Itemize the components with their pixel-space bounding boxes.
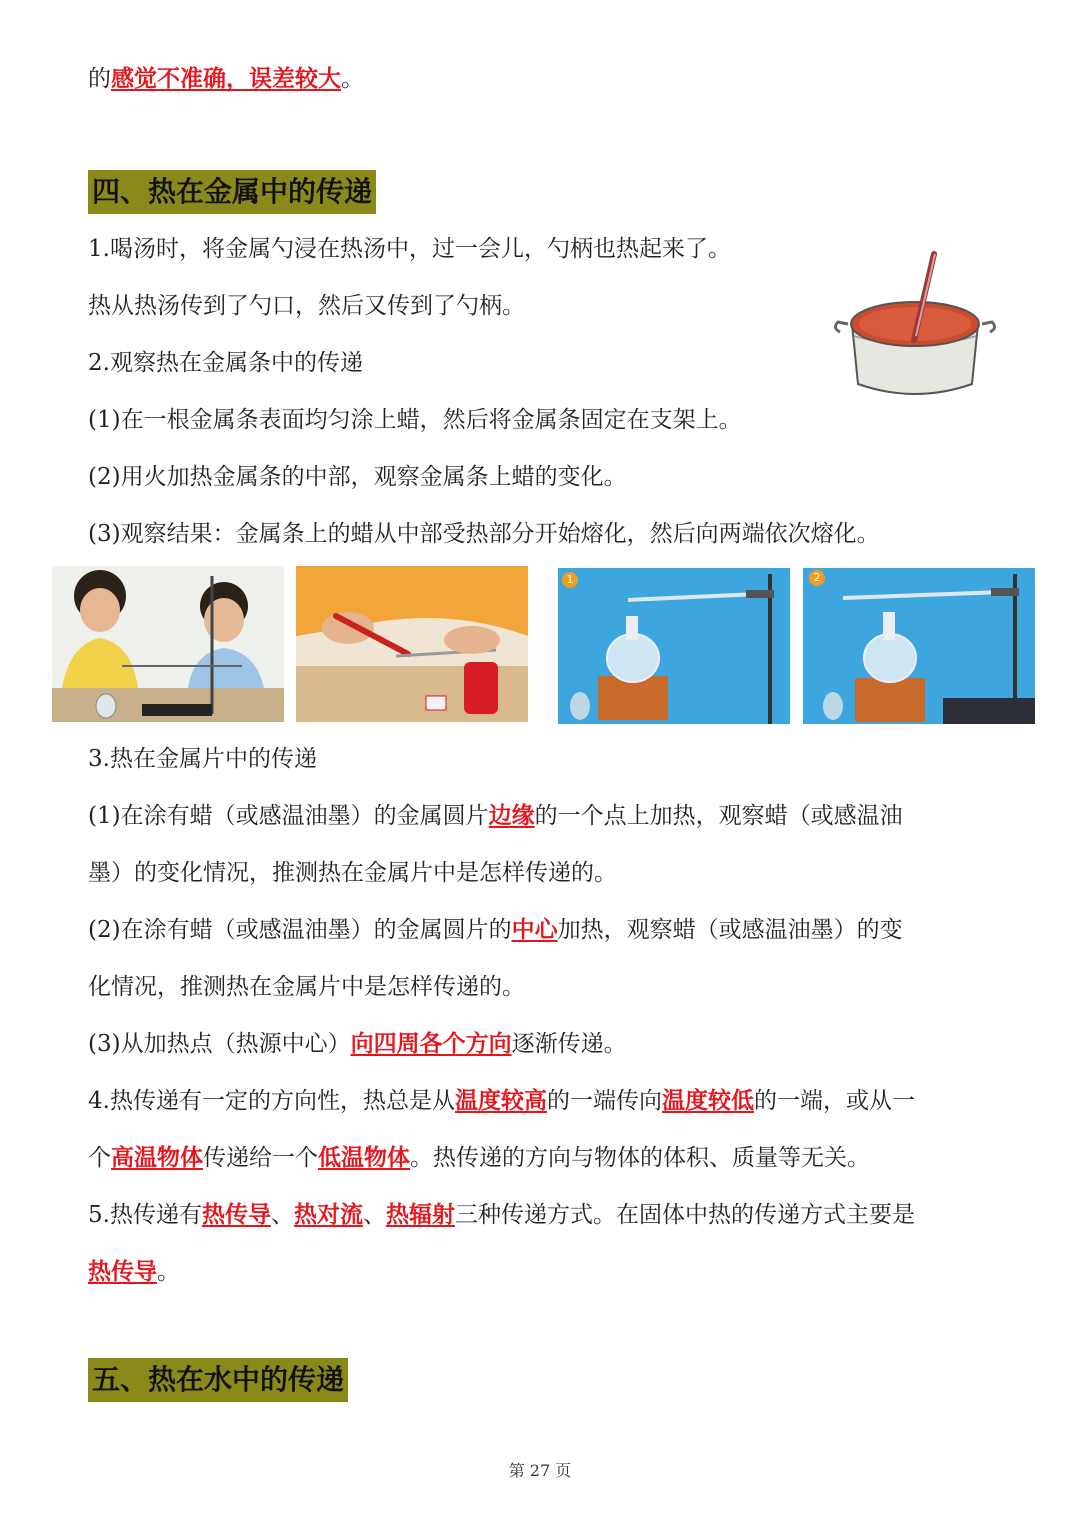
paragraph-6: (3)观察结果：金属条上的蜡从中部受热部分开始熔化，然后向两端依次熔化。 xyxy=(88,521,880,547)
paragraph-10-b: 加热，观察蜡（或感温油墨）的变 xyxy=(557,917,903,943)
paragraph-15-highlight-3: 热辐射 xyxy=(385,1201,455,1228)
paragraph-11: 化情况，推测热在金属片中是怎样传递的。 xyxy=(88,974,525,1000)
paragraph-14-highlight-1: 高温物体 xyxy=(111,1144,203,1171)
wax-painting-photo xyxy=(296,566,528,722)
paragraph-13-a: 4.热传递有一定的方向性，热总是从 xyxy=(88,1088,455,1114)
paragraph-15-sep-1: 、 xyxy=(270,1202,294,1228)
experiment-photo-1 xyxy=(558,568,790,724)
paragraph-14-a: 个 xyxy=(88,1145,111,1171)
step-badge-1: 1 xyxy=(562,572,578,588)
paragraph-14-c: 。热传递的方向与物体的体积、质量等无关。 xyxy=(410,1145,870,1171)
paragraph-15-a: 5.热传递有 xyxy=(88,1202,202,1228)
soup-pot-illustration xyxy=(830,244,1000,404)
paragraph-3: 2.观察热在金属条中的传递 xyxy=(88,350,363,376)
experiment-photo-2-image xyxy=(803,568,1035,724)
paragraph-13 xyxy=(88,1086,915,1116)
paragraph-14-b: 传递给一个 xyxy=(203,1145,318,1171)
section-heading-5: 五、热在水中的传递 xyxy=(88,1358,348,1402)
paragraph-8-highlight: 边缘 xyxy=(488,802,535,829)
paragraph-15 xyxy=(88,1200,915,1230)
top-highlight: 感觉不准确，误差较大 xyxy=(111,65,341,92)
step-badge-2: 2 xyxy=(809,570,825,586)
paragraph-12 xyxy=(88,1029,627,1059)
paragraph-7: 3.热在金属片中的传递 xyxy=(88,746,317,772)
paragraph-13-c: 的一端，或从一 xyxy=(753,1088,915,1114)
paragraph-15-sep-2: 、 xyxy=(362,1202,386,1228)
paragraph-16 xyxy=(88,1257,180,1287)
students-observing-photo xyxy=(52,566,284,722)
paragraph-16-b: 。 xyxy=(157,1259,180,1285)
paragraph-10-highlight: 中心 xyxy=(511,916,558,943)
paragraph-13-b: 的一端传向 xyxy=(546,1088,662,1114)
top-line xyxy=(88,64,364,94)
paragraph-2: 热从热汤传到了勺口，然后又传到了勺柄。 xyxy=(88,293,525,319)
top-suffix: 。 xyxy=(341,66,364,92)
paragraph-15-b: 三种传递方式。在固体中热的传递方式主要是 xyxy=(454,1202,915,1228)
paragraph-12-a: (3)从加热点（热源中心） xyxy=(88,1031,351,1057)
experiment-photo-1-image xyxy=(558,568,790,724)
paragraph-8-a: (1)在涂有蜡（或感温油墨）的金属圆片 xyxy=(88,803,489,829)
paragraph-14 xyxy=(88,1143,870,1173)
page-number: 第 27 页 xyxy=(508,1461,572,1480)
paragraph-10-a: (2)在涂有蜡（或感温油墨）的金属圆片的 xyxy=(88,917,512,943)
experiment-photo-2 xyxy=(803,568,1035,724)
paragraph-5: (2)用火加热金属条的中部，观察金属条上蜡的变化。 xyxy=(88,464,627,490)
paragraph-15-highlight-1: 热传导 xyxy=(201,1201,271,1228)
paragraph-4: (1)在一根金属条表面均匀涂上蜡，然后将金属条固定在支架上。 xyxy=(88,407,742,433)
paragraph-14-highlight-2: 低温物体 xyxy=(318,1144,410,1171)
paragraph-16-highlight: 热传导 xyxy=(88,1258,157,1285)
paragraph-15-highlight-2: 热对流 xyxy=(293,1201,363,1228)
top-prefix: 的 xyxy=(88,66,111,92)
paragraph-12-highlight: 向四周各个方向 xyxy=(350,1030,512,1057)
paragraph-10 xyxy=(88,915,903,945)
paragraph-8 xyxy=(88,801,903,831)
paragraph-8-b: 的一个点上加热，观察蜡（或感温油 xyxy=(534,803,903,829)
paragraph-13-highlight-2: 温度较低 xyxy=(661,1087,754,1114)
paragraph-9: 墨）的变化情况，推测热在金属片中是怎样传递的。 xyxy=(88,860,617,886)
paragraph-12-b: 逐渐传递。 xyxy=(511,1031,627,1057)
paragraph-13-highlight-1: 温度较高 xyxy=(454,1087,547,1114)
paragraph-1: 1.喝汤时，将金属勺浸在热汤中，过一会儿，勺柄也热起来了。 xyxy=(88,236,731,262)
section-heading-4: 四、热在金属中的传递 xyxy=(88,170,376,214)
